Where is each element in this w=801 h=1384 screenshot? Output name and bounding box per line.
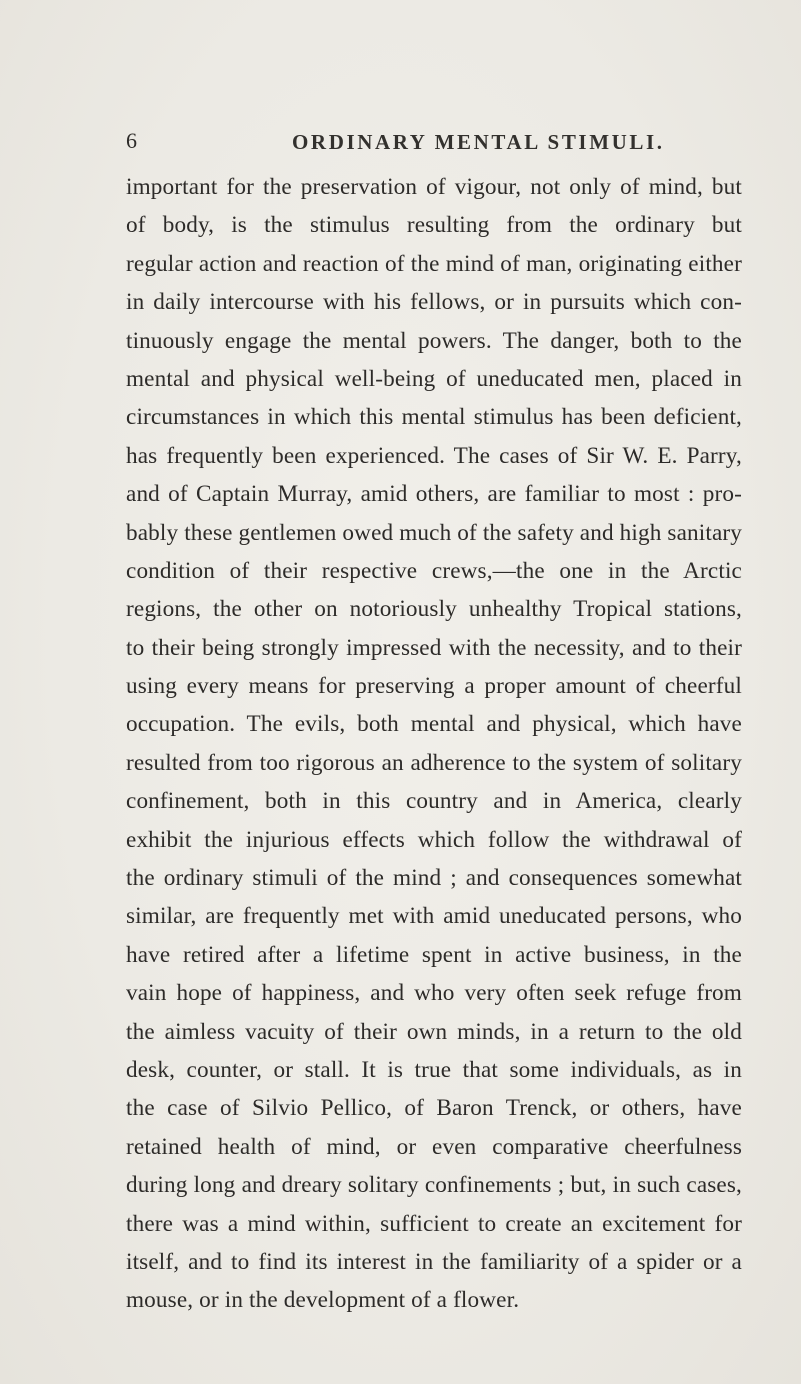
- text-line: vain hope of happiness, and who very often seek refuge from: [126, 980, 742, 1007]
- text-line: itself, and to find its interest in the familiarity of a spider or a: [126, 1248, 742, 1275]
- text-line: regular action and reaction of the mind of man, originating either: [126, 250, 742, 277]
- text-line: resulted from too rigorous an adherence to the system of solitary: [126, 749, 742, 776]
- text-line: retained health of mind, or even comparative cheerfulness: [126, 1133, 742, 1160]
- text-line: during long and dreary solitary confinements ; but, in such cases,: [126, 1172, 742, 1199]
- text-line: of body, is the stimulus resulting from the ordinary but: [126, 212, 742, 239]
- text-line: there was a mind within, sufficient to create an excitement for: [126, 1210, 742, 1237]
- page-number: 6: [126, 128, 138, 153]
- body-paragraph: [126, 168, 742, 1320]
- text-line: has frequently been experienced. The cases of Sir W. E. Parry,: [126, 442, 742, 469]
- text-line: the aimless vacuity of their own minds, in a return to the old: [126, 1018, 742, 1045]
- text-line: confinement, both in this country and in America, clearly: [126, 788, 742, 815]
- text-line: circumstances in which this mental stimulus has been deficient,: [126, 404, 742, 431]
- text-line: the case of Silvio Pellico, of Baron Trenck, or others, have: [126, 1095, 742, 1122]
- text-line: in daily intercourse with his fellows, or in pursuits which con-: [126, 289, 742, 316]
- text-line: tinuously engage the mental powers. The danger, both to the: [126, 327, 742, 354]
- text-line: desk, counter, or stall. It is true that some individuals, as in: [126, 1056, 742, 1083]
- text-line: similar, are frequently met with amid uneducated persons, who: [126, 903, 742, 930]
- text-line-last: mouse, or in the development of a flower.: [126, 1287, 520, 1314]
- text-line: condition of their respective crews,—the one in the Arctic: [126, 557, 742, 584]
- text-line: and of Captain Murray, amid others, are familiar to most : pro-: [126, 481, 742, 508]
- text-line: the ordinary stimuli of the mind ; and consequences somewhat: [126, 865, 742, 892]
- text-line: have retired after a lifetime spent in active business, in the: [126, 941, 742, 968]
- text-line: exhibit the injurious effects which follow the withdrawal of: [126, 826, 742, 853]
- text-line: bably these gentlemen owed much of the safety and high sanitary: [126, 519, 743, 546]
- text-line: occupation. The evils, both mental and physical, which have: [126, 711, 742, 738]
- running-head-title: ORDINARY MENTAL STIMULI.: [292, 130, 665, 154]
- text-line: using every means for preserving a proper amount of cheerful: [126, 673, 742, 700]
- text-line: to their being strongly impressed with the necessity, and to their: [126, 634, 742, 661]
- text-line: mental and physical well-being of uneducated men, placed in: [126, 365, 742, 392]
- text-line: important for the preservation of vigour, not only of mind, but: [126, 174, 742, 200]
- text-line: regions, the other on notoriously unhealthy Tropical stations,: [126, 596, 742, 623]
- running-head: [0, 128, 801, 158]
